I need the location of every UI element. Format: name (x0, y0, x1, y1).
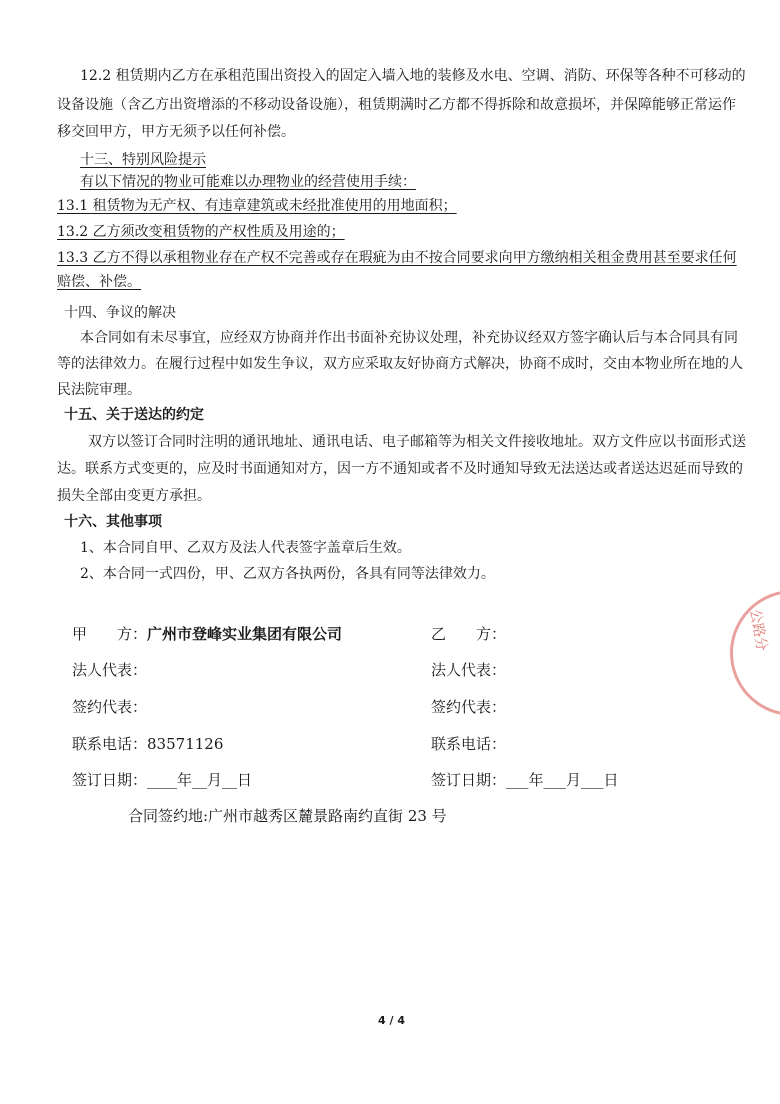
sign-rep-b: 签约代表： (431, 698, 507, 716)
phone-a-value: 83571126 (147, 735, 224, 753)
clause-12-2-line2: 设备设施（含乙方出资增添的不移动设备设施），租赁期满时乙方都不得拆除和故意损坏，并保障能够正常运作 (57, 97, 736, 113)
phone-a-row (72, 734, 223, 754)
phone-a-label: 联系电话： (72, 735, 148, 753)
sign-date-b: 签订日期：___年___月___日 (431, 771, 619, 789)
clause-13-2: 13.2 乙方须改变租赁物的产权性质及用途的； (57, 224, 345, 240)
section-16-title: 十六、其他事项 (64, 514, 162, 530)
section-15-title: 十五、关于送达的约定 (64, 407, 204, 423)
clause-13-3-line2: 赔偿、补偿。 (57, 274, 141, 290)
stamp-text: 公路分 (746, 608, 770, 653)
signing-place: 合同签约地:广州市越秀区麓景路南约直街 23 号 (128, 807, 447, 825)
section-15-line3: 损失全部由变更方承担。 (57, 488, 211, 504)
section-13-title: 十三、特别风险提示 (80, 152, 206, 168)
section-14-line3: 民法院审理。 (57, 382, 141, 398)
party-a-row (72, 624, 342, 644)
section-16-item1: 1、本合同自甲、乙双方及法人代表签字盖章后生效。 (80, 540, 411, 556)
section-15-line1: 双方以签订合同时注明的通讯地址、通讯电话、电子邮箱等为相关文件接收地址。双方文件应以书面形式送 (88, 434, 746, 450)
section-14-title: 十四、争议的解决 (64, 305, 176, 321)
section-13-intro: 有以下情况的物业可能难以办理物业的经营使用手续： (80, 174, 416, 190)
section-16-item2: 2、本合同一式四份，甲、乙双方各执两份，各具有同等法律效力。 (80, 566, 495, 582)
phone-b-label: 联系电话： (431, 735, 507, 753)
party-a-label: 甲 方： (72, 625, 148, 643)
section-14-line1: 本合同如有未尽事宜，应经双方协商并作出书面补充协议处理，补充协议经双方签字确认后与本合同具有同 (80, 330, 738, 346)
party-b-label: 乙 方： (431, 625, 507, 643)
legal-rep-a: 法人代表： (72, 661, 148, 679)
clause-13-1: 13.1 租赁物为无产权、有违章建筑或未经批准使用的用地面积； (57, 198, 457, 214)
sign-date-a: 签订日期：____年__月__日 (72, 771, 253, 789)
party-a-name: 广州市登峰实业集团有限公司 (147, 625, 343, 643)
clause-12-2-line3: 移交回甲方，甲方无须予以任何补偿。 (57, 124, 295, 140)
clause-12-2-line1: 12.2 租赁期内乙方在承租范围出资投入的固定入墙入地的装修及水电、空调、消防、环保等各种不可移动的 (80, 68, 746, 84)
clause-13-3-line1: 13.3 乙方不得以承租物业存在产权不完善或存在瑕疵为由不按合同要求向甲方缴纳相关租金费用甚至要求任何 (57, 250, 737, 266)
page-number: 4 / 4 (378, 1014, 405, 1027)
section-15-line2: 达。联系方式变更的，应及时书面通知对方，因一方不通知或者不及时通知导致无法送达或者送达迟延而导致的 (57, 461, 743, 477)
section-14-line2: 等的法律效力。在履行过程中如发生争议，双方应采取友好协商方式解决，协商不成时，交由本物业所在地的人 (57, 356, 743, 372)
sign-rep-a: 签约代表： (72, 698, 148, 716)
legal-rep-b: 法人代表： (431, 661, 507, 679)
